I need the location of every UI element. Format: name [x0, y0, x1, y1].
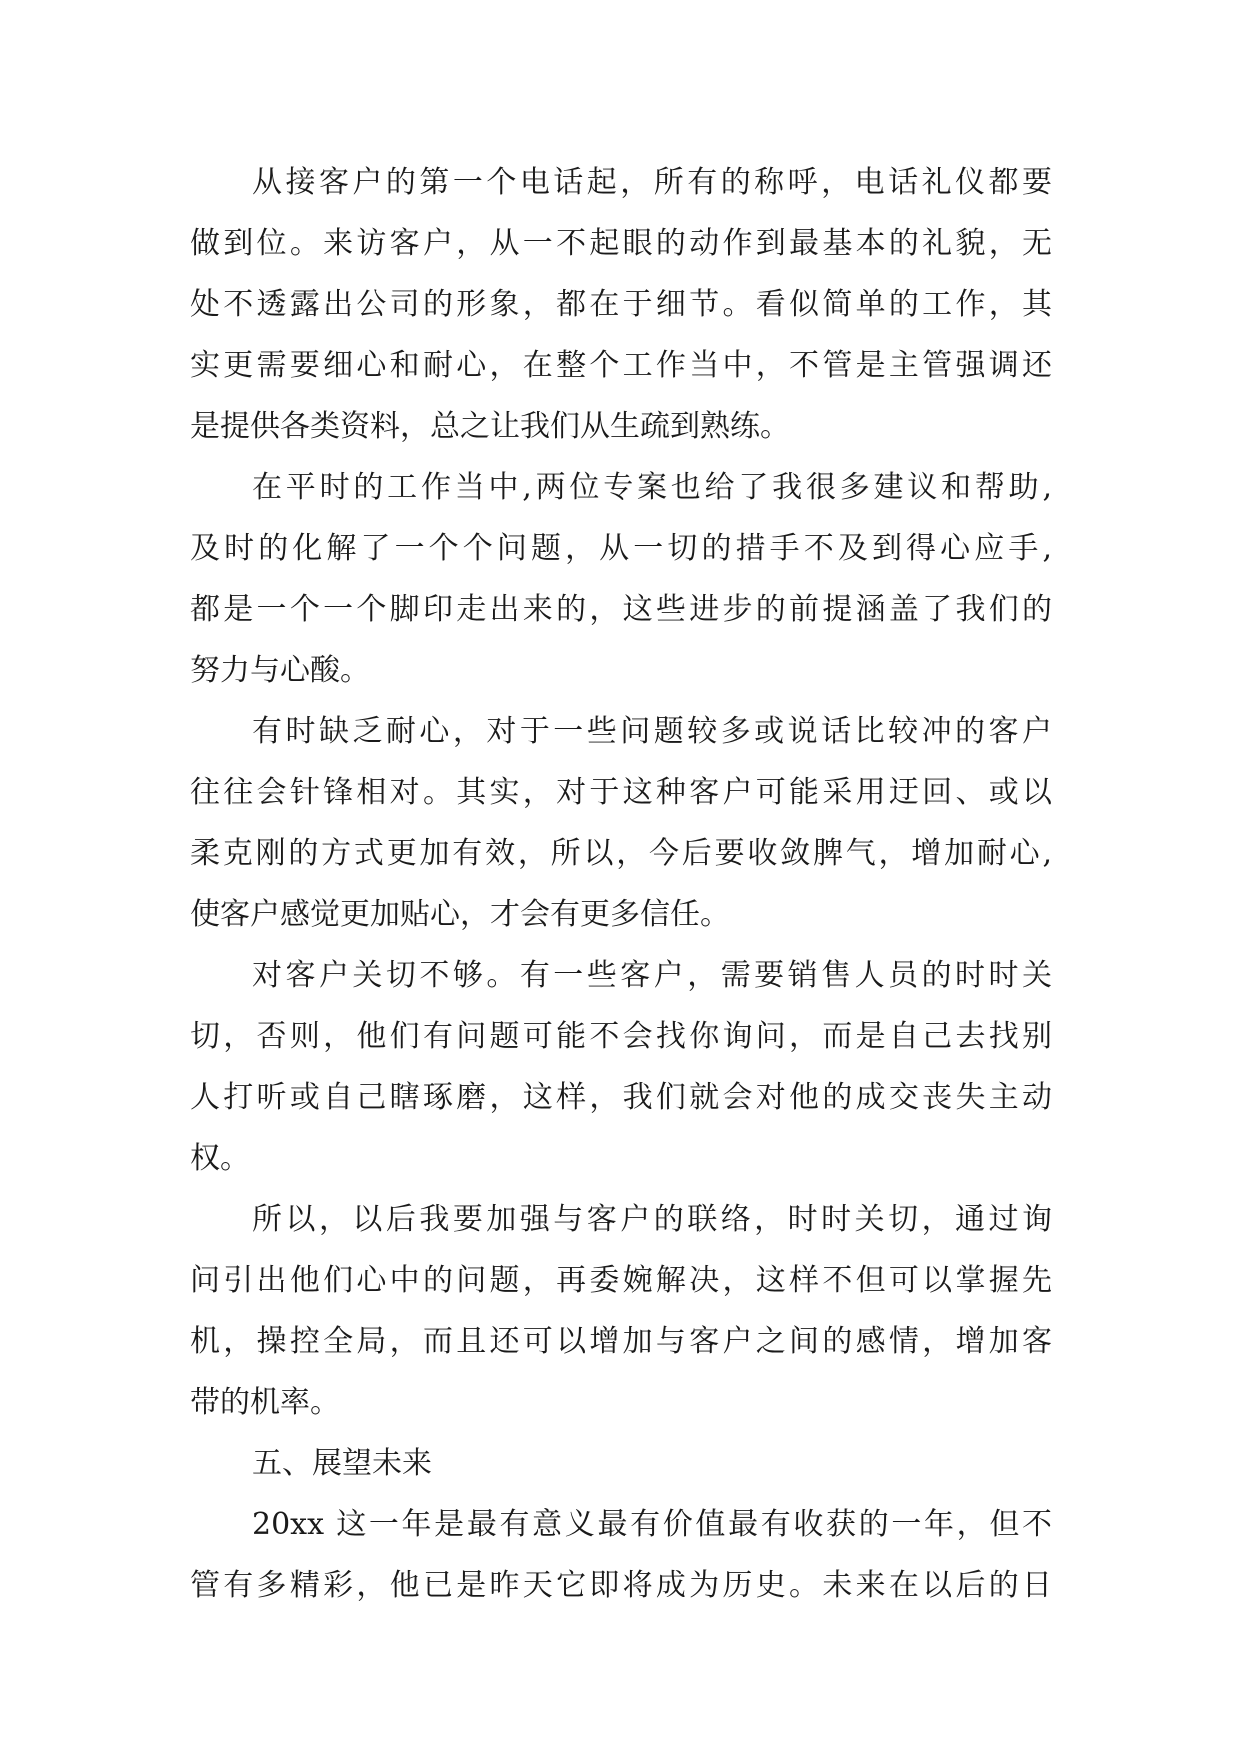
text-line: 是提供各类资料，总之让我们从生疏到熟练。 — [190, 409, 790, 444]
text-line: 权。 — [190, 1141, 250, 1176]
document-body — [190, 152, 1052, 1616]
text-line: 所以，以后我要加强与客户的联络，时时关切，通过询 — [252, 1202, 1052, 1237]
text-line: 往往会针锋相对。其实，对于这种客户可能采用迂回、或以 — [190, 775, 1052, 810]
section-heading — [190, 1433, 1052, 1494]
text-line: 对客户关切不够。有一些客户，需要销售人员的时时关 — [252, 958, 1052, 993]
text-line: 问引出他们心中的问题，再委婉解决，这样不但可以掌握先 — [190, 1263, 1052, 1298]
text-line: 机，操控全局，而且还可以增加与客户之间的感情，增加客 — [190, 1324, 1052, 1359]
text-line: 切，否则，他们有问题可能不会找你询问，而是自己去找别 — [190, 1019, 1052, 1054]
text-line: 做到位。来访客户，从一不起眼的动作到最基本的礼貌，无 — [190, 226, 1052, 261]
text-line: 在平时的工作当中,两位专案也给了我很多建议和帮助, — [252, 470, 1052, 505]
text-line: 从接客户的第一个电话起，所有的称呼，电话礼仪都要 — [252, 165, 1052, 200]
text-line: 实更需要细心和耐心，在整个工作当中，不管是主管强调还 — [190, 348, 1052, 383]
paragraph-5 — [190, 1189, 1052, 1433]
paragraph-6 — [190, 1494, 1052, 1616]
text-line: 及时的化解了一个个问题，从一切的措手不及到得心应手, — [190, 531, 1052, 566]
text-line: 使客户感觉更加贴心，才会有更多信任。 — [190, 897, 730, 932]
text-line: 带的机率。 — [190, 1385, 340, 1420]
paragraph-3 — [190, 701, 1052, 945]
text-line: 有时缺乏耐心，对于一些问题较多或说话比较冲的客户 — [252, 714, 1052, 749]
paragraph-2 — [190, 457, 1052, 701]
text-line: 柔克刚的方式更加有效，所以，今后要收敛脾气，增加耐心, — [190, 836, 1052, 871]
text-line: 处不透露出公司的形象，都在于细节。看似简单的工作，其 — [190, 287, 1052, 322]
text-line: 20xx 这一年是最有意义最有价值最有收获的一年，但不 — [252, 1507, 1052, 1542]
text-line: 努力与心酸。 — [190, 653, 370, 688]
section-heading-text: 五、展望未来 — [252, 1446, 432, 1481]
text-line: 管有多精彩，他已是昨天它即将成为历史。未来在以后的日 — [190, 1568, 1052, 1603]
text-line: 人打听或自己瞎琢磨，这样，我们就会对他的成交丧失主动 — [190, 1080, 1052, 1115]
paragraph-4 — [190, 945, 1052, 1189]
text-line: 都是一个一个脚印走出来的，这些进步的前提涵盖了我们的 — [190, 592, 1052, 627]
paragraph-1 — [190, 152, 1052, 457]
